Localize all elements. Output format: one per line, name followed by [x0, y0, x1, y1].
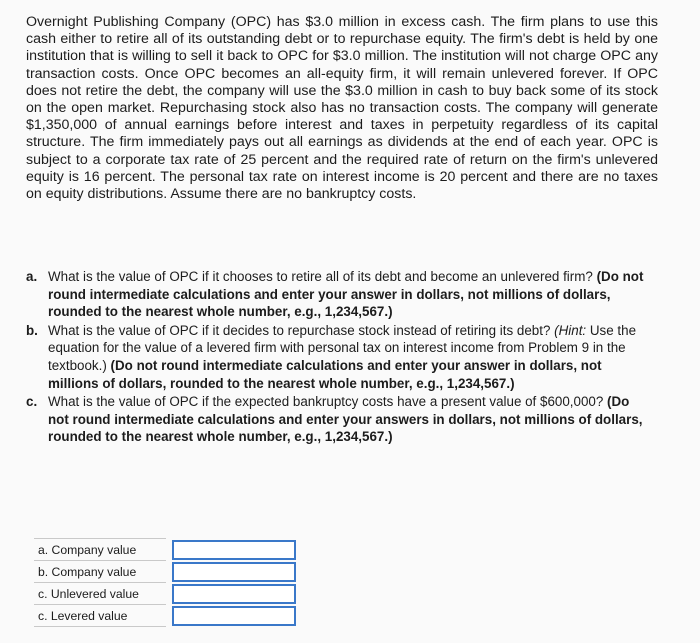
- answer-label: c. Levered value: [34, 605, 166, 627]
- question-a-text: What is the value of OPC if it chooses to retire all of its debt and become an unlevered firm?: [48, 269, 593, 284]
- answer-label: a. Company value: [34, 539, 166, 561]
- question-b-letter: b.: [26, 322, 38, 338]
- answer-input-c-unlevered-value[interactable]: [172, 584, 296, 604]
- answer-input-c-levered-value[interactable]: [172, 606, 296, 626]
- answer-row-c-unlevered-value: [34, 583, 296, 605]
- question-b: [26, 322, 646, 392]
- question-c-instruction: (Do not round intermediate calculations and enter your answers in dollars, not millions of dollars, rounded to the nearest whole number, e.g., 1,234,567.): [48, 394, 643, 445]
- question-a-letter: a.: [26, 269, 38, 284]
- question-b-hint-label: (Hint:: [554, 322, 587, 338]
- question-a: [26, 268, 646, 321]
- answer-label: b. Company value: [34, 561, 166, 583]
- answer-table: [34, 538, 296, 627]
- answer-row-a-company-value: [34, 539, 296, 561]
- question-a-instruction: (Do not round intermediate calculations and enter your answer in dollars, not millions of dollars, rounded to the nearest whole number, e.g., 1,234,567.): [48, 269, 644, 320]
- question-b-hint: Use the equation for the value of a levered firm with personal tax on interest income from Problem 9 in the textbook.): [48, 322, 637, 373]
- question-c: [26, 393, 646, 446]
- problem-statement: Overnight Publishing Company (OPC) has $3.0 million in excess cash. The firm plans to use this cash either to retire all of its outstanding debt or to repurchase equity. The firm's debt is held by one institution that is willing to sell it back to OPC for $3.0 million. The institution will not charge OPC any transaction costs. Once OPC becomes an all-equity firm, it will remain unlevered forever. If OPC does not retire the debt, the company will use the $3.0 million in cash to buy back some of its stock on the open market. Repurchasing stock also has no transaction costs. The company will generate $1,350,000 of annual earnings before interest and taxes in perpetuity regardless of its capital structure. The firm immediately pays out all earnings as dividends at the end of each year. OPC is subject to a corporate tax rate of 25 percent and the required rate of return on the firm's unlevered equity is 16 percent. The personal tax rate on interest income is 20 percent and there are no taxes on equity distributions. Assume there are no bankruptcy costs.: [26, 14, 658, 203]
- answer-row-c-levered-value: [34, 605, 296, 627]
- answer-input-a-company-value[interactable]: [172, 540, 296, 560]
- question-c-text: What is the value of OPC if the expected bankruptcy costs have a present value of $600,000?: [48, 394, 604, 410]
- answer-input-b-company-value[interactable]: [172, 562, 296, 582]
- answer-label: c. Unlevered value: [34, 583, 166, 605]
- question-b-instruction: (Do not round intermediate calculations and enter your answer in dollars, not millions of dollars, rounded to the nearest whole number, e.g., 1,234,567.): [48, 357, 602, 391]
- question-list: [26, 268, 646, 447]
- answer-row-b-company-value: [34, 561, 296, 583]
- question-c-letter: c.: [26, 394, 38, 410]
- question-b-text: What is the value of OPC if it decides to repurchase stock instead of retiring its debt?: [48, 322, 551, 338]
